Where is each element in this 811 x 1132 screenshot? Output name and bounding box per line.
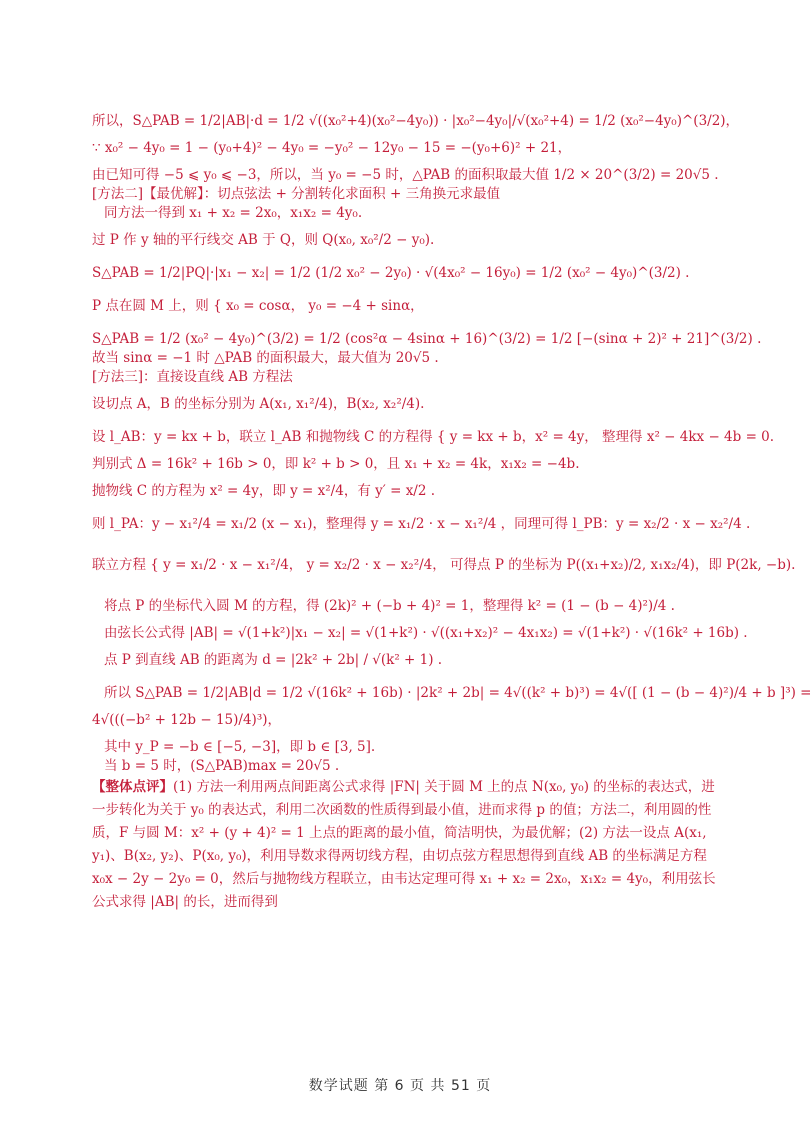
method-three-line: 由弦长公式得 |AB| = √(1+k²)|x₁ − x₂| = √(1+k²) · √((x₁+x₂)² − 4x₁x₂) = √(1+k²) · √(16k² + 16b) . bbox=[104, 625, 748, 641]
page-footer: 数学试题 第 6 页 共 51 页 bbox=[308, 1078, 492, 1094]
method-three-line: 所以 S△PAB = 1/2|AB|d = 1/2 √(16k² + 16b) · |2k² + 2b| = 4√((k² + b)³) = 4√([ (1 − (b − 4)²)/4 + b ]³) = bbox=[104, 685, 811, 701]
method-three-heading: [方法三]：直接设直线 AB 方程法 bbox=[92, 369, 293, 385]
comment-text: (1) 方法一利用两点间距离公式求得 |FN| 关于圆 M 上的点 N(x₀, y₀) 的坐标的表达式，进一步转化为关于 y₀ 的表达式，利用二次函数的性质得到最小值，进而求得 p 的值；方法二，利用圆的性质，F 与圆 M：x² + (y + 4)² = 1 上点的距离的最小值，简洁明快，为最优解；(2) 方法一设点 A(x₁, y₁)、B(x₂, y₂)、P(x₀, y₀)，利用导数求得两切线方程，由切点弦方程思想得到直线 AB 的坐标满足方程 x₀x − 2y − 2y₀ = 0，然后与抛物线方程联立，由韦达定理可得 x₁ + x₂ = 2x₀，x₁x₂ = 4y₀，利用弦长公式求得 |AB| 的长，进而得到 bbox=[92, 779, 716, 910]
method-two-conclusion: 故当 sinα = −1 时 △PAB 的面积最大，最大值为 20√5 . bbox=[92, 350, 439, 366]
method-three-line: 将点 P 的坐标代入圆 M 的方程，得 (2k)² + (−b + 4)² = 1，整理得 k² = (1 − (b − 4)²)/4 . bbox=[104, 598, 675, 614]
method-three-line: 判别式 Δ = 16k² + 16b > 0，即 k² + b > 0，且 x₁ + x₂ = 4k，x₁x₂ = −4b. bbox=[92, 456, 580, 472]
method-two-heading: [方法二]【最优解】：切点弦法 + 分割转化求面积 + 三角换元求最值 bbox=[92, 186, 501, 202]
area-formula-line: 所以，S△PAB = 1/2|AB|·d = 1/2 √((x₀²+4)(x₀²−4y₀)) · |x₀²−4y₀|/√(x₀²+4) = 1/2 (x₀²−4y₀)^(3/2)， bbox=[92, 113, 740, 129]
method-three-line: 设 l_AB：y = kx + b，联立 l_AB 和抛物线 C 的方程得 { y = kx + b，x² = 4y， 整理得 x² − 4kx − 4b = 0. bbox=[92, 429, 775, 445]
method-three-line: 其中 y_P = −b ∈ [−5, −3]，即 b ∈ [3, 5]. bbox=[104, 739, 376, 755]
comment-tag: 【整体点评】 bbox=[92, 779, 173, 795]
method-three-line: 设切点 A，B 的坐标分别为 A(x₁, x₁²/4)，B(x₂, x₂²/4). bbox=[92, 396, 425, 412]
method-three-line: 4√(((−b² + 12b − 15)/4)³)， bbox=[92, 712, 281, 728]
method-two-line: S△PAB = 1/2|PQ|·|x₁ − x₂| = 1/2 (1/2 x₀² − 2y₀) · √(4x₀² − 16y₀) = 1/2 (x₀² − 4y₀)^(3/2) . bbox=[92, 265, 690, 281]
method-two-line: 过 P 作 y 轴的平行线交 AB 于 Q，则 Q(x₀, x₀²/2 − y₀). bbox=[92, 232, 435, 248]
method-three-line: 抛物线 C 的方程为 x² = 4y，即 y = x²/4，有 y′ = x/2 . bbox=[92, 483, 436, 499]
method-two-line: P 点在圆 M 上，则 { x₀ = cosα， y₀ = −4 + sinα， bbox=[92, 298, 424, 314]
method-two-line: S△PAB = 1/2 (x₀² − 4y₀)^(3/2) = 1/2 (cos²α − 4sinα + 16)^(3/2) = 1/2 [−(sinα + 2)² + 21]^(3/2) . bbox=[92, 331, 762, 347]
method-two-line: 同方法一得到 x₁ + x₂ = 2x₀，x₁x₂ = 4y₀. bbox=[104, 205, 363, 221]
max-value-line: 由已知可得 −5 ⩽ y₀ ⩽ −3，所以，当 y₀ = −5 时，△PAB 的面积取最大值 1/2 × 20^(3/2) = 20√5 . bbox=[92, 167, 719, 183]
overall-comment bbox=[92, 776, 724, 914]
method-three-line: 则 l_PA：y − x₁²/4 = x₁/2 (x − x₁)，整理得 y = x₁/2 · x − x₁²/4 ，同理可得 l_PB：y = x₂/2 · x − x₂²/4 . bbox=[92, 516, 751, 532]
solution-content bbox=[92, 112, 811, 914]
method-three-line: 点 P 到直线 AB 的距离为 d = |2k² + 2b| / √(k² + 1) . bbox=[104, 652, 443, 668]
method-three-line: 联立方程 { y = x₁/2 · x − x₁²/4， y = x₂/2 · x − x₂²/4， 可得点 P 的坐标为 P((x₁+x₂)/2, x₁x₂/4)，即 P(2k, −b). bbox=[92, 557, 796, 573]
method-three-conclusion: 当 b = 5 时，(S△PAB)max = 20√5 . bbox=[104, 758, 340, 774]
because-line: ∵ x₀² − 4y₀ = 1 − (y₀+4)² − 4y₀ = −y₀² − 12y₀ − 15 = −(y₀+6)² + 21， bbox=[92, 140, 572, 156]
